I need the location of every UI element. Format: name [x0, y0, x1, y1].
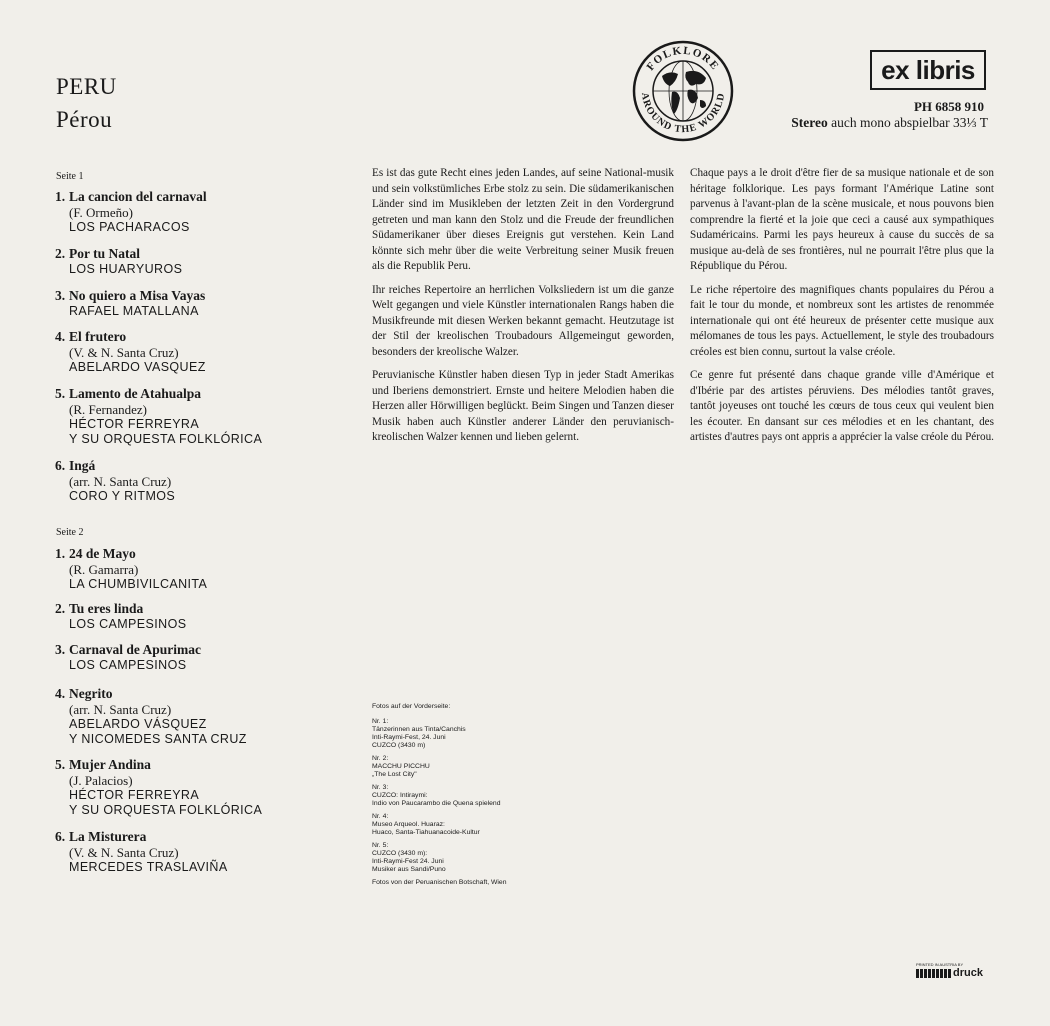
track-s2-1 [55, 546, 345, 592]
note-line: Nr. 3: [372, 784, 389, 791]
german-paragraph-1: Es ist das gute Recht eines jeden Landes, auf seine National-musik und sein volkstümliches Erbe stolz zu sein. Die südamerikanischen Länder sind im Musikleben der letzten Zeit in den Vordergrund getreten und man kann den Stolz und die Freude der freundlichen Südamerikaner über dieses Ereignis gut verstehen. Kein Land könnte sich mehr über die weite Verbreitung seiner Musik freuen als die Republik Peru. [372, 167, 674, 272]
track-number: 5. [55, 386, 66, 401]
track-title: Carnaval de Apurimac [69, 642, 202, 657]
track-title: Negrito [69, 686, 113, 701]
note-line: Nr. 5: [372, 842, 389, 849]
track-s2-6 [55, 829, 345, 875]
track-title: Ingá [69, 458, 96, 473]
logo-text-bottom: AROUND THE WORLD [638, 91, 728, 136]
german-text [372, 166, 674, 454]
note-line: Huaco, Santa-Tiahuanacoide-Kultur [372, 829, 480, 836]
photo-notes [372, 703, 632, 892]
track-number: 6. [55, 829, 66, 844]
note-line: MACCHU PICCHU [372, 763, 430, 770]
track-s1-1 [55, 189, 345, 235]
track-number: 4. [55, 686, 66, 701]
printer-brand: druck [953, 967, 983, 979]
note-line: CUZCO (3430 m): [372, 850, 428, 857]
track-artist: HÉCTOR FERREYRA [69, 417, 200, 431]
track-s1-4 [55, 329, 345, 375]
folklore-globe-logo [632, 40, 734, 142]
track-number: 5. [55, 757, 66, 772]
track-title: Mujer Andina [69, 757, 151, 772]
photo-notes-heading: Fotos auf der Vorderseite: [372, 703, 451, 710]
note-line: Nr. 1: [372, 718, 389, 725]
page-subtitle: Pérou [56, 107, 113, 132]
track-title: La Misturera [69, 829, 147, 844]
track-s2-4 [55, 686, 345, 747]
printer-logo-icon [916, 969, 952, 978]
photo-note-5 [372, 842, 632, 874]
track-artist: HÉCTOR FERREYRA [69, 788, 200, 802]
note-line: Museo Arqueol. Huaraz: [372, 821, 445, 828]
track-title: La cancion del carnaval [69, 189, 207, 204]
photo-note-3 [372, 784, 632, 808]
track-composer: (J. Palacios) [69, 773, 133, 788]
track-number: 3. [55, 288, 66, 303]
track-composer: (F. Ormeño) [69, 205, 133, 220]
track-artist-2: Y SU ORQUESTA FOLKLÓRICA [69, 803, 263, 817]
note-line: Inti-Raymi-Fest, 24. Juni [372, 734, 446, 741]
french-paragraph-3: Ce genre fut présenté dans chaque grande ville d'Amérique et d'Ibérie par des artistes péruviens. Des mélodies tantôt graves, tantôt joyeuses ont touché les cœurs de tous ceux qui veulent bien les écouter. En dansant sur ces mélodies et en les chantant, des artistes d'autres pays ont appris a apprécier la valse créole du Pérou. [690, 369, 994, 443]
track-title: No quiero a Misa Vayas [69, 288, 206, 303]
side2-label: Seite 2 [56, 527, 84, 538]
track-composer: (V. & N. Santa Cruz) [69, 345, 179, 360]
stereo-note [791, 115, 988, 131]
note-line: Nr. 2: [372, 755, 389, 762]
ex-libris-logo: ex libris [870, 50, 986, 90]
track-composer: (arr. N. Santa Cruz) [69, 474, 172, 489]
track-s1-2 [55, 246, 345, 277]
track-title: El frutero [69, 329, 127, 344]
photo-note-2 [372, 755, 632, 779]
note-line: Musiker aus Sandi/Puno [372, 866, 446, 873]
track-number: 1. [55, 546, 66, 561]
note-line: Nr. 4: [372, 813, 389, 820]
track-artist: LOS CAMPESINOS [69, 658, 187, 672]
track-number: 2. [55, 246, 66, 261]
note-line: Tänzerinnen aus Tinta/Canchis [372, 726, 466, 733]
track-number: 2. [55, 601, 66, 616]
track-artist: LA CHUMBIVILCANITA [69, 577, 208, 591]
german-paragraph-2: Ihr reiches Repertoire an herrlichen Volksliedern ist um die ganze Welt gegangen und viele Künstler internationalen Rangs haben die Musikfreunde mit diesen Werken bekannt gemacht. Heutzutage ist der Stil der kreolischen Troubadours Allgemeingut geworden, besonders der kreolische Walzer. [372, 283, 674, 358]
note-line: Indio von Paucarambo die Quena spielend [372, 800, 501, 807]
track-artist-2: Y NICOMEDES SANTA CRUZ [69, 732, 247, 746]
stereo-rest: auch mono abspielbar 33⅓ T [831, 115, 988, 130]
track-artist: ABELARDO VÁSQUEZ [69, 717, 207, 731]
note-line: „The Lost City" [372, 771, 417, 778]
track-s2-3 [55, 642, 345, 673]
track-artist: ABELARDO VASQUEZ [69, 360, 206, 374]
track-title: 24 de Mayo [69, 546, 136, 561]
note-line: Inti-Raymi-Fest 24. Juni [372, 858, 444, 865]
photo-credit: Fotos von der Peruanischen Botschaft, Wien [372, 879, 507, 886]
page-title: PERU [56, 74, 117, 99]
track-title: Lamento de Atahualpa [69, 386, 202, 401]
german-paragraph-3: Peruvianische Künstler haben diesen Typ in jeder Stadt Amerikas und Iberiens demonstriert. Ernste und heitere Melodien haben die Herzen aller Hörwilligen beglückt. Beim Singen und Tanzen dieser Musik haben auch Künstler anderer Länder den peruvianisch-kreolischen Walzer kennen und lieben gelernt. [372, 369, 674, 443]
track-number: 6. [55, 458, 66, 473]
track-s2-5 [55, 757, 345, 818]
french-text [690, 166, 994, 454]
note-line: CUZCO: Intiraymi: [372, 792, 428, 799]
track-artist: LOS PACHARACOS [69, 220, 190, 234]
globe-icon [632, 40, 734, 142]
track-s1-5 [55, 386, 345, 447]
track-artist: LOS CAMPESINOS [69, 617, 187, 631]
note-line: CUZCO (3430 m) [372, 742, 426, 749]
photo-note-1 [372, 718, 632, 750]
printer-mark [916, 962, 983, 979]
track-composer: (arr. N. Santa Cruz) [69, 702, 172, 717]
track-number: 3. [55, 642, 66, 657]
printer-small-text: PRINTED IN AUSTRIA BY [916, 962, 964, 967]
track-s2-2 [55, 601, 345, 632]
track-s1-6 [55, 458, 345, 504]
track-artist: RAFAEL MATALLANA [69, 304, 199, 318]
track-number: 4. [55, 329, 66, 344]
french-paragraph-1: Chaque pays a le droit d'être fier de sa musique nationale et de son héritage folklorique. Les pays formant l'Amérique Latine sont parvenus à l'avant-plan de la scène musicale, et nous pouvons bien comprendre la fierté et la joie que ceci a causé aux sympathiques Sudaméricains. Parmi les pays heureux à cause du succès de sa musique au-delà de ses frontières, nul ne pourrait l'être plus que la République du Pérou. [690, 167, 994, 272]
track-title: Por tu Natal [69, 246, 140, 261]
logo-text-top: FOLKLORE [644, 44, 722, 73]
track-title: Tu eres linda [69, 601, 144, 616]
track-composer: (R. Fernandez) [69, 402, 147, 417]
track-composer: (R. Gamarra) [69, 562, 139, 577]
side1-label: Seite 1 [56, 171, 84, 182]
track-composer: (V. & N. Santa Cruz) [69, 845, 179, 860]
photo-note-4 [372, 813, 632, 837]
track-artist: CORO Y RITMOS [69, 489, 176, 503]
track-number: 1. [55, 189, 66, 204]
track-artist: MERCEDES TRASLAVIÑA [69, 860, 228, 874]
french-paragraph-2: Le riche répertoire des magnifiques chants populaires du Pérou a fait le tour du monde, et nombreux sont les artistes de renommée internationale qui ont été heureux de présenter cette musique aux mélomanes de tous les pays. Actuellement, le style des troubadours créoles est bien connu, surtout la valse créole. [690, 283, 994, 358]
track-artist-2: Y SU ORQUESTA FOLKLÓRICA [69, 432, 263, 446]
track-artist: LOS HUARYUROS [69, 262, 183, 276]
track-s1-3 [55, 288, 345, 319]
catalog-number: PH 6858 910 [913, 99, 984, 114]
stereo-bold: Stereo [791, 115, 828, 130]
